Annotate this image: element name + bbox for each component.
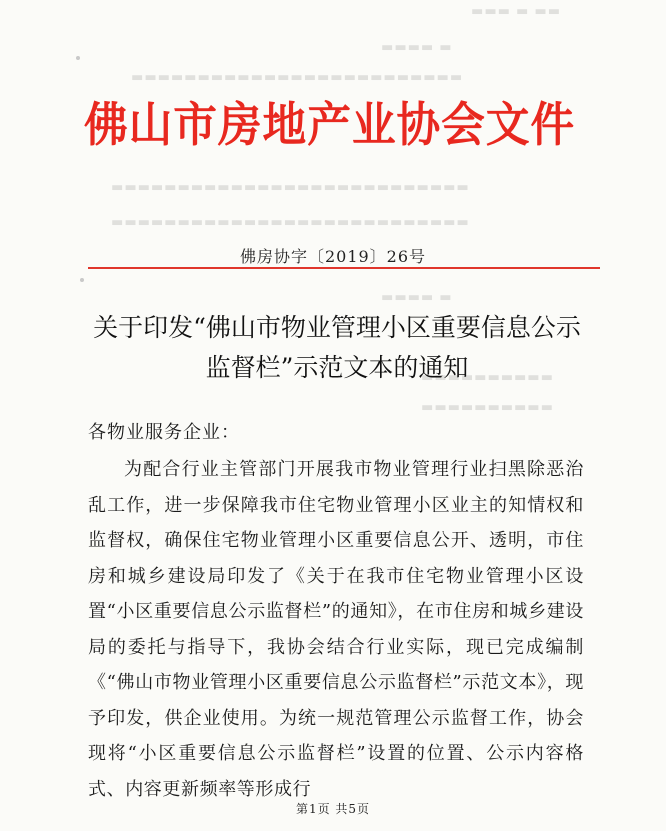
- bleed-through-mark: ▬ ▬▬▬▬: [380, 40, 452, 55]
- bleed-through-mark: ▬▬▬▬▬▬▬▬▬▬: [420, 370, 553, 385]
- document-number: 佛房协字〔2019〕26号: [239, 247, 427, 266]
- org-header-title: 佛山市房地产业协会文件: [84, 98, 576, 153]
- page-indicator: 第1页 共5页: [295, 802, 371, 816]
- notice-title-line-2: 监督栏”示范文本的通知: [205, 353, 469, 382]
- bleed-through-mark: ▬▬▬▬▬▬▬▬▬▬▬▬▬▬▬▬▬▬▬▬▬▬▬▬▬▬▬: [110, 215, 469, 230]
- notice-title-line-1: 关于印发“佛山市物业管理小区重要信息公示: [93, 313, 581, 342]
- scan-speck: [76, 56, 80, 60]
- notice-title: [72, 308, 602, 388]
- body-paragraph: 为配合行业主管部门开展我市物业管理行业扫黑除恶治乱工作，进一步保障我市住宅物业管理小区业主的知情权和监督权，确保住宅物业管理小区重要信息公开、透明，市住房和城乡建设局印发了《关于在我市住宅物业管理小区设置“小区重要信息公示监督栏”的通知》，在市住房和城乡建设局的委托与指导下，我协会结合行业实际，现已完成编制《“佛山市物业管理小区重要信息公示监督栏”示范文本》，现予印发，供企业使用。为统一规范管理公示监督工作，协会现将“小区重要信息公示监督栏”设置的位置、公示内容格式、内容更新频率等形成行: [88, 459, 584, 800]
- bleed-through-mark: ▬▬▬▬▬▬▬▬▬▬: [420, 400, 553, 415]
- red-divider-rule: [88, 267, 600, 269]
- bleed-through-mark: ▬▬ ▬ ▬▬▬: [470, 4, 560, 19]
- scan-speck: [80, 278, 84, 282]
- bleed-through-mark: ▬▬▬▬▬▬▬▬▬▬▬▬▬▬▬▬▬▬▬▬▬▬▬▬▬▬▬: [110, 180, 469, 195]
- bleed-through-mark: ▬▬▬▬▬▬▬▬▬▬▬▬▬▬▬▬▬▬▬▬▬▬▬▬▬: [130, 70, 463, 85]
- bleed-through-mark: ▬ ▬▬▬▬: [380, 290, 452, 305]
- salutation: 各物业服务企业：: [88, 422, 240, 443]
- body-text: [88, 452, 584, 807]
